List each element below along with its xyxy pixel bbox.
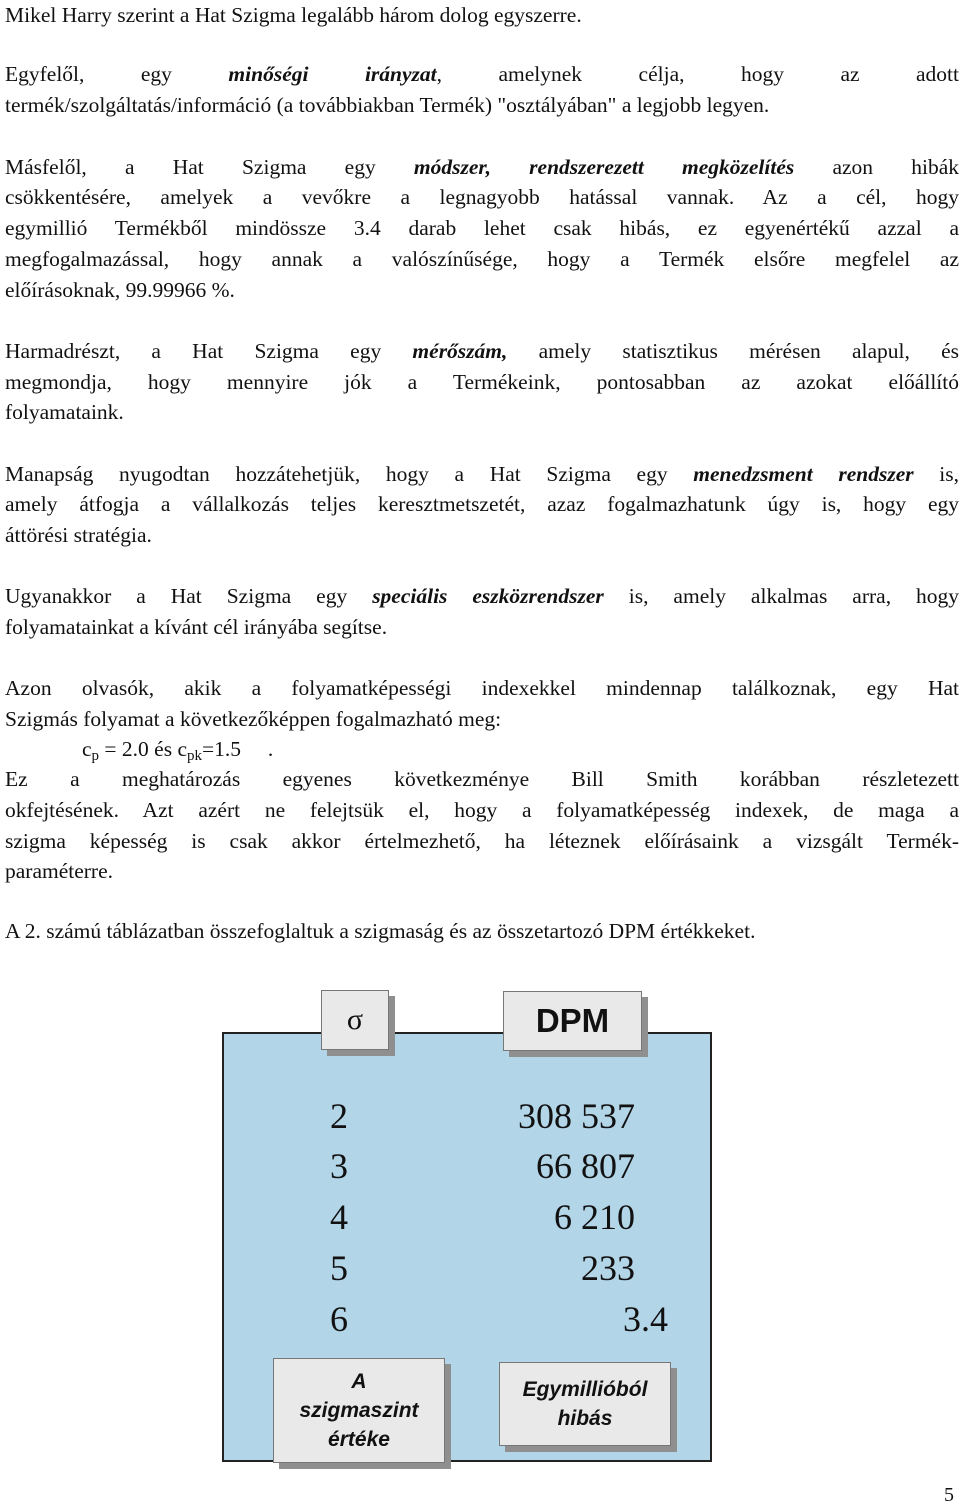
text-span: is, amely alkalmas arra, hogy (628, 584, 960, 608)
text-span: Manapság nyugodtan hozzátehetjük, hogy a Hat Szigma egy (5, 462, 668, 486)
text-line: szigma képesség is csak akkor értelmezhető, ha léteznek előírásaink a vizsgált Termék- (5, 829, 959, 853)
text-line (5, 581, 959, 611)
text-span: azon hibák (832, 155, 960, 179)
sigma-value: 4 (330, 1197, 348, 1237)
formula-text: = 2.0 és c (99, 737, 187, 761)
label-line: A (351, 1370, 367, 1393)
text-line: Ez a meghatározás egyenes következménye Bill Smith korábban részletezett (5, 767, 959, 791)
text-span: , amelynek célja, hogy az adott (436, 62, 960, 86)
text-line: termék/szolgáltatás/információ (a továbbiakban Termék) "osztályában" a legjobb legyen. (5, 93, 770, 117)
sigma-value: 2 (330, 1096, 348, 1136)
dpm-value: 3.4 (623, 1299, 668, 1339)
formula-subscript: p (91, 748, 100, 764)
dpm-value: 308 537 (518, 1096, 635, 1136)
text-span: amely statisztikus mérésen alapul, és (538, 339, 960, 363)
sigma-value: 3 (330, 1146, 348, 1186)
sigma-value: 5 (330, 1248, 348, 1288)
emphasis: mérőszám, (412, 339, 508, 363)
text-span: Harmadrészt, a Hat Szigma egy (5, 339, 382, 363)
text-line: okfejtésének. Azt azért ne felejtsük el, hogy a folyamatképesség indexek, de maga a (5, 798, 959, 822)
defects-per-million-label (499, 1362, 671, 1446)
text-line: egymillió Termékből mindössze 3.4 darab lehet csak hibás, ez egyenértékű azzal a (5, 216, 959, 240)
text-line: Szigmás folyamat a következőképpen fogalmazható meg: (5, 707, 502, 731)
dpm-value: 66 807 (536, 1146, 635, 1186)
label-line: hibás (557, 1407, 613, 1430)
text-line: Azon olvasók, akik a folyamatképességi indexekkel mindennap találkoznak, egy Hat (5, 676, 959, 700)
emphasis: speciális eszközrendszer (372, 584, 604, 608)
text-line (5, 459, 959, 489)
text-line: előírásoknak, 99.99966 %. (5, 278, 235, 302)
text-span: Ugyanakkor a Hat Szigma egy (5, 584, 348, 608)
dpm-value: 233 (581, 1248, 635, 1288)
sigma-value: 6 (330, 1299, 348, 1339)
text-line: amely átfogja a vállalkozás teljes keresztmetszetét, azaz fogalmazhatunk úgy is, hogy egy (5, 492, 959, 516)
text-line: megmondja, hogy mennyire jók a Termékeink, pontosabban az azokat előállító (5, 370, 959, 394)
text-span: Egyfelől, egy (5, 62, 172, 86)
text-line: A 2. számú táblázatban összefoglaltuk a szigmaság és az összetartozó DPM értékkeket. (5, 919, 756, 943)
label-line: szigmaszint (299, 1399, 419, 1422)
dpm-header: DPM (503, 991, 642, 1051)
text-line: Mikel Harry szerint a Hat Szigma legalább három dolog egyszerre. (5, 3, 582, 27)
emphasis: menedzsment rendszer (693, 462, 914, 486)
formula-text: =1.5 . (202, 737, 274, 761)
sigma-level-label (273, 1358, 445, 1463)
text-line: megfogalmazással, hogy annak a valószínűsége, hogy a Termék elsőre megfelel az (5, 247, 959, 271)
text-line (5, 59, 959, 89)
text-line: paraméterre. (5, 859, 114, 883)
text-line (5, 152, 959, 182)
formula-symbol: c (82, 737, 92, 761)
formula-subscript: pk (187, 748, 202, 764)
emphasis: módszer, rendszerezett megközelítés (413, 155, 795, 179)
text-span: is, (939, 462, 959, 486)
page-number: 5 (944, 1484, 954, 1506)
label-line: Egymillióból (522, 1378, 648, 1401)
text-line: csökkentésére, amelyek a vevőkre a legnagyobb hatással vannak. Az a cél, hogy (5, 185, 959, 209)
emphasis: minőségi irányzat (228, 62, 437, 86)
text-line: folyamataink. (5, 400, 124, 424)
text-line: folyamatainkat a kívánt cél irányába segítse. (5, 615, 388, 639)
text-line (5, 336, 959, 366)
label-line: értéke (328, 1428, 390, 1451)
dpm-value: 6 210 (554, 1197, 635, 1237)
text-line: áttörési stratégia. (5, 523, 152, 547)
sigma-header: σ (321, 990, 389, 1050)
text-span: Másfelől, a Hat Szigma egy (5, 155, 376, 179)
